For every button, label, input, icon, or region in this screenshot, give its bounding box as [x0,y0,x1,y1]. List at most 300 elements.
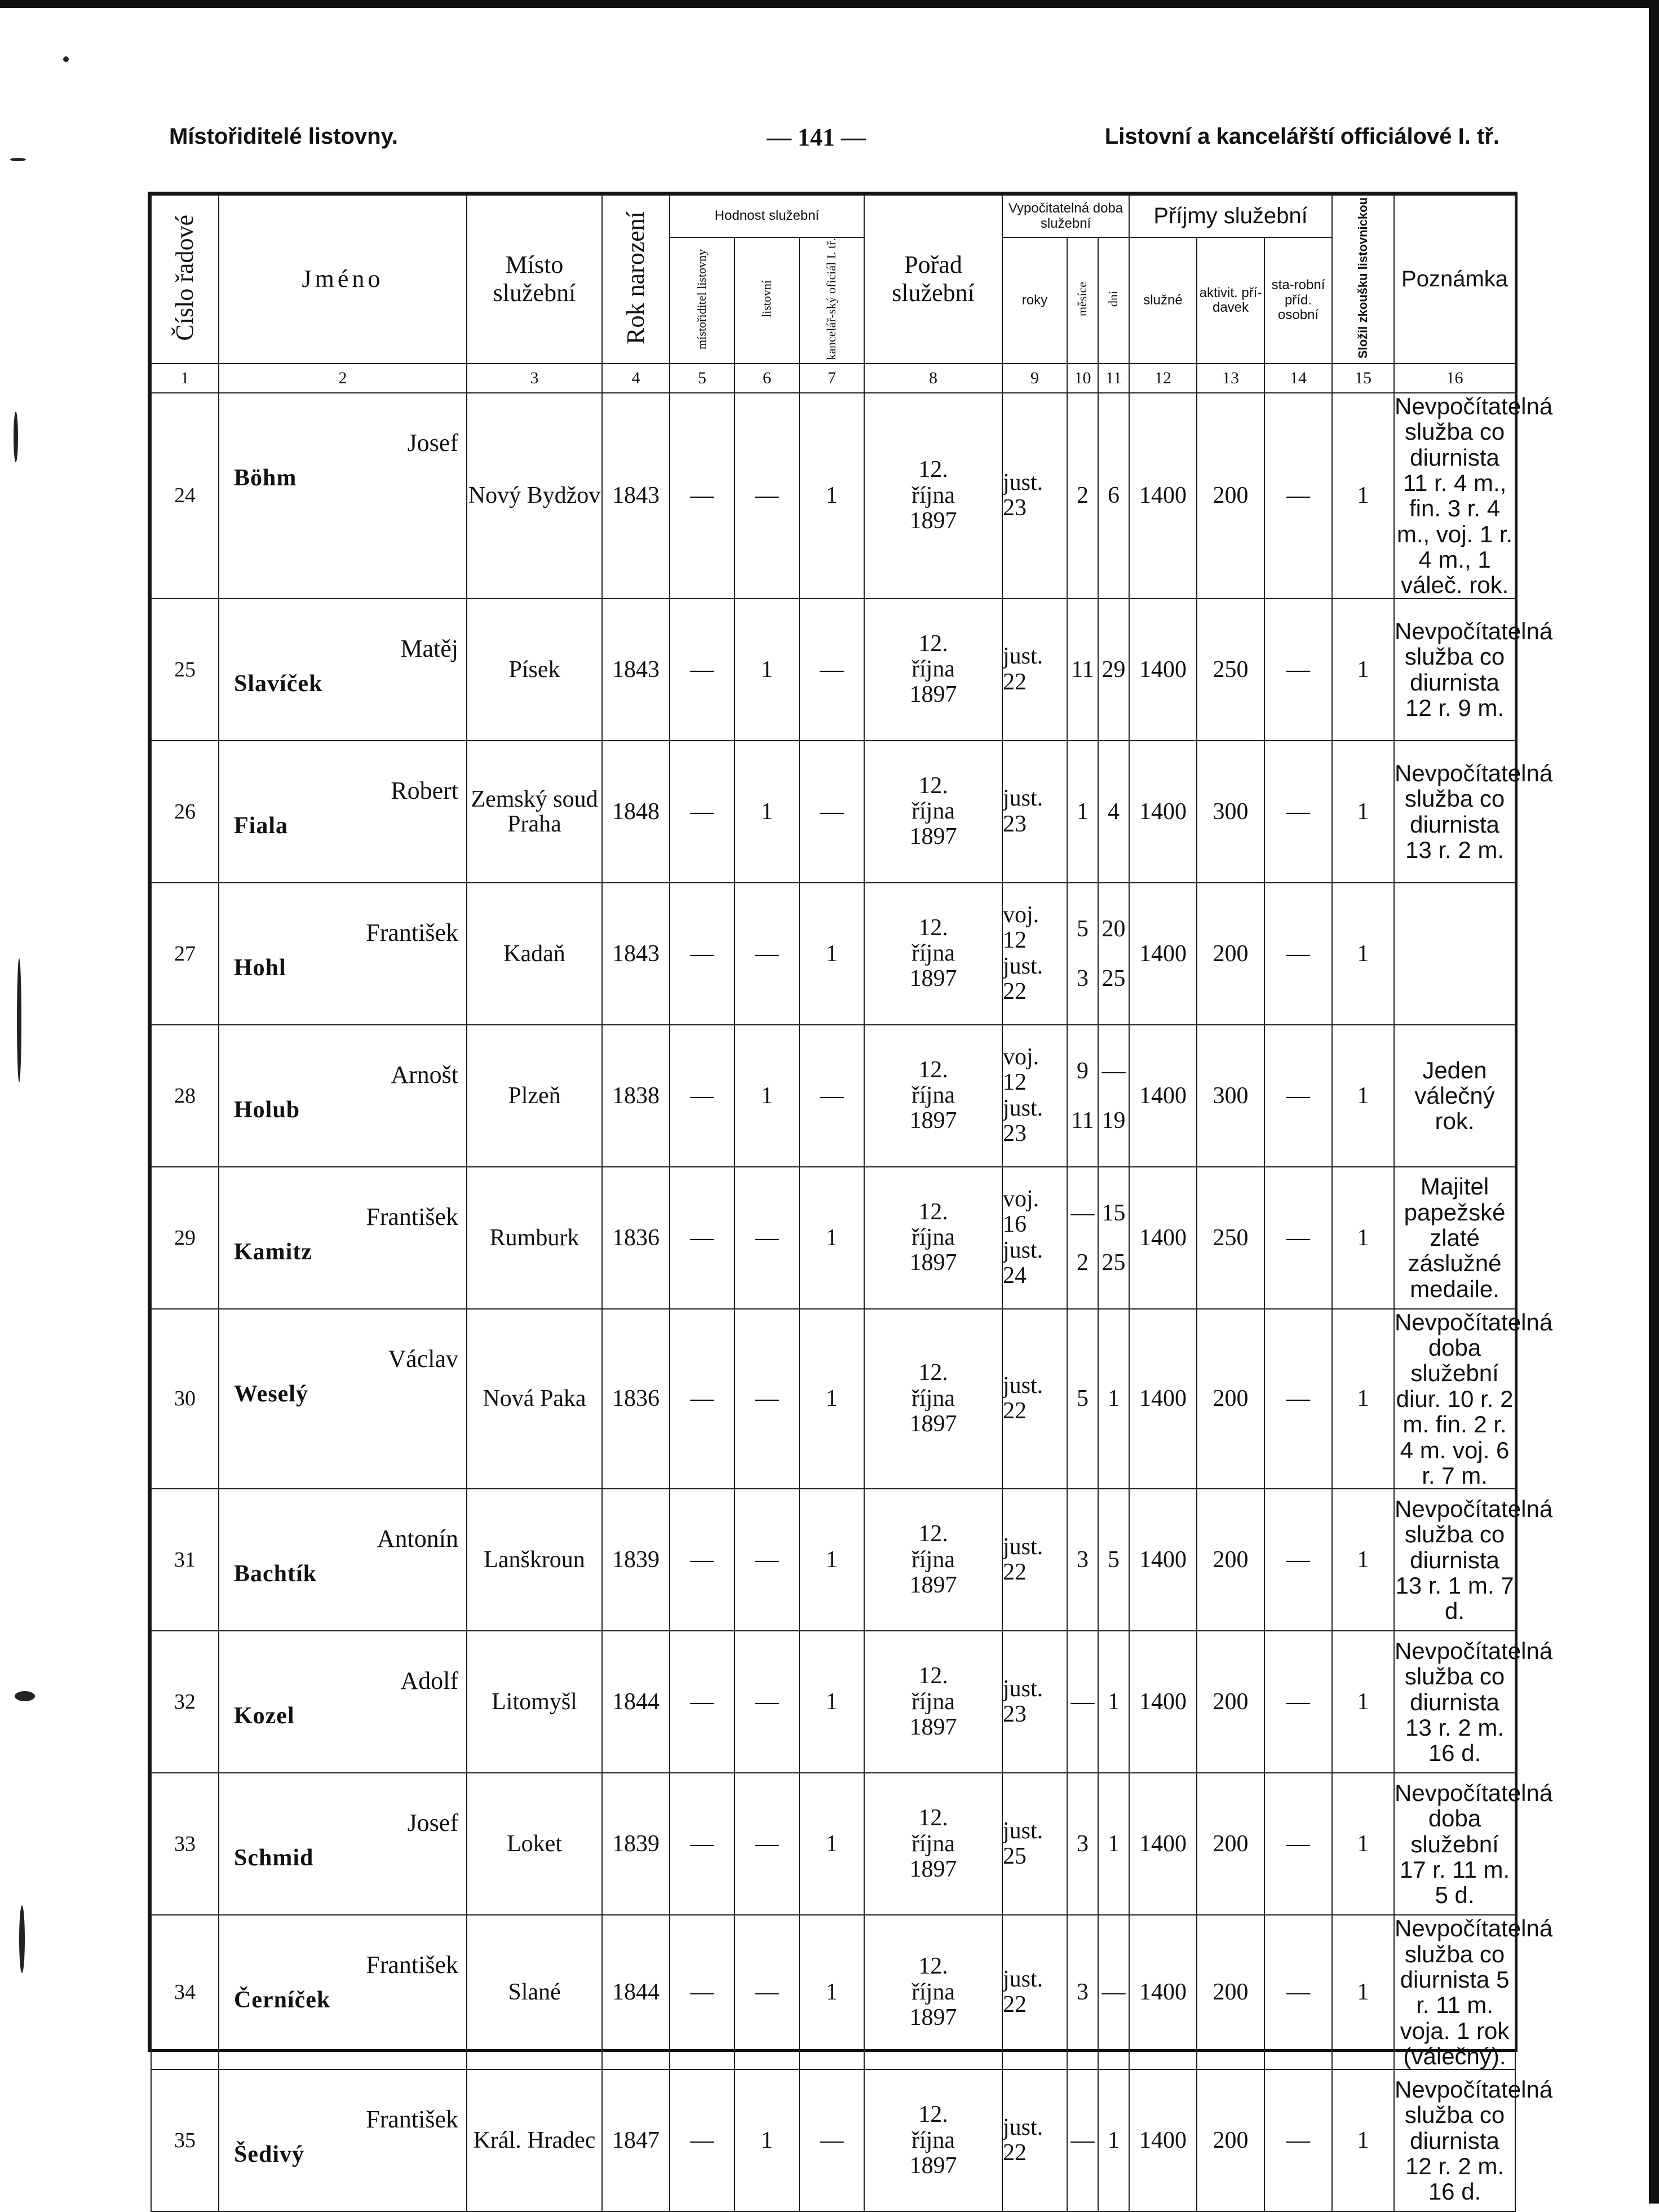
service-order-date-line: 1897 [909,1714,957,1740]
service-order-date-line: 1897 [909,2004,957,2030]
rank-listovni: — [735,1631,799,1773]
service-days [1098,883,1129,1025]
column-number: 5 [670,364,735,393]
col-header-porad: Pořad služební [864,195,1002,364]
given-name: Matěj [400,634,458,662]
service-days-line: 25 [1101,1249,1126,1276]
given-name: Josef [407,1809,458,1837]
service-months-line: 3 [1077,1831,1089,1857]
service-place: Loket [467,1773,602,1915]
service-years-line: just. [1003,1373,1043,1399]
service-months [1067,1773,1098,1915]
rank-listovni: 1 [735,2069,799,2211]
rank-mistoriditel: — [670,1773,735,1915]
rank-kancelarsky: 1 [799,1915,864,2069]
service-months-line: 1 [1077,798,1089,825]
service-place: Nová Paka [467,1309,602,1489]
service-months [1067,599,1098,741]
service-order-date [864,1631,1002,1773]
service-order-date-line: 12. [918,457,948,483]
service-years-line: 12 [1003,1069,1027,1096]
remark: Nevpočítatelná služba co diurnista 13 r. 1 m. 7 d. [1394,1489,1515,1631]
service-months-line: 3 [1077,1979,1089,2006]
service-days-line: 1 [1108,1386,1120,1412]
column-number: 1 [151,364,219,393]
given-name: František [366,918,458,946]
activity-allowance: 300 [1197,741,1264,883]
table-row [151,393,1515,599]
birth-year: 1839 [602,1773,670,1915]
service-place: Rumburk [467,1167,602,1309]
activity-allowance: 200 [1197,1773,1264,1915]
activity-allowance: 200 [1197,2069,1264,2211]
service-place: Král. Hradec [467,2069,602,2211]
exam-passed: 1 [1332,1025,1394,1167]
name-cell [219,741,467,883]
service-order-date-line: října [912,1979,955,2005]
col-header-mesice: měsíce [1067,237,1098,364]
service-days [1098,1915,1129,2069]
seniority-allowance: — [1264,1915,1332,2069]
service-order-date [864,1167,1002,1309]
service-years-line: 12 [1003,927,1027,954]
service-months [1067,741,1098,883]
birth-year: 1844 [602,1631,670,1773]
service-order-date [864,393,1002,599]
name-cell [219,2069,467,2211]
service-order-date-line: října [912,2127,955,2153]
service-order-date-line: 1897 [909,1411,957,1437]
row-number: 25 [151,599,219,741]
scan-speck [10,158,26,161]
rank-listovni: 1 [735,599,799,741]
given-name: František [366,1951,458,1979]
remark: Nevpočítatelná doba služební diur. 10 r. 2 m. fin. 2 r. 4 m. voj. 6 r. 7 m. [1395,1308,1553,1489]
column-number-row [151,364,1515,393]
service-years [1002,741,1067,883]
service-years-line: 25 [1003,1843,1027,1870]
service-place: Nový Bydžov [467,393,602,599]
service-years-line: just. [1003,2114,1043,2141]
given-name: Robert [391,776,458,804]
service-months-line: 3 [1077,1547,1089,1573]
row-number: 30 [151,1309,219,1489]
birth-year: 1844 [602,1915,670,2069]
scan-speck [17,958,21,1082]
rank-listovni: — [735,883,799,1025]
remark: Nevpočítatelná doba služební 17 r. 11 m. 5 d. [1394,1773,1515,1915]
service-place: Písek [467,599,602,741]
activity-allowance: 200 [1197,1489,1264,1631]
service-months-line: 2 [1077,483,1089,509]
rank-listovni: — [735,1915,799,2069]
name-cell [219,1489,467,1631]
scan-speck [63,56,69,62]
given-name: Adolf [400,1667,458,1695]
service-years-line: just. [1003,469,1043,496]
service-days [1098,393,1129,599]
table-row [151,1167,1515,1309]
service-months-line: 5 [1077,1386,1089,1412]
rank-kancelarsky: — [799,599,864,741]
name-cell [219,599,467,741]
surname: Černíček [234,1987,331,2014]
service-months-line: 9 [1077,1058,1089,1084]
name-cell [219,883,467,1025]
surname: Slavíček [234,670,323,697]
page-number: — 141 — [767,123,866,151]
service-years [1002,1489,1067,1631]
service-order-date-line: 12. [918,914,948,941]
surname: Böhm [234,464,297,491]
remark: Nevpočítatelná služba co diurnista 13 r. 2 m. [1394,741,1515,883]
col-header-listovni: listovní [735,237,799,364]
service-place: Slané [467,1915,602,2069]
service-order-date-line: října [912,656,955,683]
service-years [1002,1631,1067,1773]
service-order-date [864,1489,1002,1631]
activity-allowance: 200 [1197,393,1264,599]
rank-mistoriditel: — [670,1025,735,1167]
rank-mistoriditel: — [670,1631,735,1773]
rank-mistoriditel: — [670,599,735,741]
column-number: 15 [1332,364,1394,393]
remark: Jeden válečný rok. [1394,1025,1515,1167]
row-number: 26 [151,741,219,883]
column-number: 11 [1098,364,1129,393]
service-months [1067,1025,1098,1167]
service-years-line: 23 [1003,1701,1027,1728]
service-days-line: 1 [1108,1831,1120,1857]
salary: 1400 [1129,1167,1197,1309]
service-order-date-line: října [912,1224,955,1251]
service-months-line: 2 [1077,1249,1089,1276]
salary: 1400 [1129,883,1197,1025]
salary: 1400 [1129,2069,1197,2211]
rank-listovni: — [735,1309,799,1489]
service-days [1098,741,1129,883]
service-order-date-line: 1897 [909,824,957,850]
service-days [1098,1631,1129,1773]
exam-passed: 1 [1332,393,1394,599]
rank-listovni: — [735,393,799,599]
service-days-line: 15 [1101,1200,1126,1226]
service-place: Lanškroun [467,1489,602,1631]
service-order-date [864,1915,1002,2069]
exam-passed: 1 [1332,741,1394,883]
service-months [1067,883,1098,1025]
rank-listovni: — [735,1489,799,1631]
service-months-line: 5 [1077,915,1089,942]
service-order-date-line: 12. [918,1805,948,1831]
service-days [1098,599,1129,741]
table-row [151,1631,1515,1773]
service-years-line: 24 [1003,1263,1027,1289]
name-cell [219,1167,467,1309]
service-years-line: just. [1003,1533,1043,1560]
service-years-line: voj. [1003,1044,1039,1070]
table-row [151,1773,1515,1915]
service-years-line: 22 [1003,1992,1027,2018]
service-years [1002,1309,1067,1489]
name-cell [219,1025,467,1167]
service-years-line: 22 [1003,1398,1027,1424]
register-table-frame [148,192,1553,2205]
service-years-line: just. [1003,1095,1043,1121]
service-months [1067,1631,1098,1773]
column-number: 3 [467,364,602,393]
service-months [1067,1309,1098,1489]
seniority-allowance: — [1264,1489,1332,1631]
service-order-date-line: 1897 [909,507,957,534]
service-years-line: 22 [1003,979,1027,1005]
given-name: František [366,2105,458,2134]
col-header-poznamka: Poznámka [1394,195,1515,364]
col-header-vypoc: Vypočitatelná doba služební [1002,195,1129,237]
activity-allowance: 200 [1197,1309,1264,1489]
service-order-date [864,741,1002,883]
service-years-line: 23 [1003,495,1027,521]
surname: Kozel [234,1703,295,1729]
column-number: 14 [1264,364,1332,393]
col-header-cislo: Číslo řadové [151,195,219,364]
rank-listovni: 1 [735,1025,799,1167]
rank-kancelarsky: 1 [799,393,864,599]
col-header-kancelarsky: kancelář-ský oficiál I. tř. [799,237,864,364]
scan-edge-right [1649,0,1659,2204]
surname: Fiala [234,812,288,839]
col-header-hodnost: Hodnost služební [670,195,864,237]
rank-kancelarsky: 1 [799,1489,864,1631]
register-body [151,392,1553,2212]
service-order-date-line: října [912,1385,955,1412]
salary: 1400 [1129,1309,1197,1489]
remark: Nevpočítatelná služba co diurnista 11 r. 4 m., fin. 3 r. 4 m., voj. 1 r. 4 m., 1 váleč. rok. [1395,392,1553,599]
service-days-line: 20 [1101,915,1126,942]
service-days [1098,1309,1129,1489]
service-years-line: just. [1003,1966,1043,1992]
service-days [1098,1773,1129,1915]
name-cell [219,393,467,599]
birth-year: 1838 [602,1025,670,1167]
service-days-line: 1 [1108,1689,1120,1715]
seniority-allowance: — [1264,393,1332,599]
scan-speck [15,1691,35,1701]
table-row [151,1915,1515,2069]
rank-listovni: — [735,1773,799,1915]
birth-year: 1839 [602,1489,670,1631]
service-order-date-line: 1897 [909,1108,957,1134]
col-header-mistoriditel: místořiditel listovny [670,237,735,364]
service-days-line: — [1101,1058,1126,1084]
row-number: 33 [151,1773,219,1915]
exam-passed: 1 [1332,1915,1394,2069]
name-cell [219,1915,467,2069]
table-row [151,599,1515,741]
col-header-zkouska: Složil zkoušku listovnickou [1332,195,1394,364]
service-years-line: voj. [1003,902,1039,928]
service-years [1002,599,1067,741]
column-number: 7 [799,364,864,393]
service-years-line: just. [1003,1817,1043,1844]
rank-mistoriditel: — [670,741,735,883]
service-years-line: 22 [1003,2140,1027,2166]
service-order-date-line: října [912,1688,955,1715]
exam-passed: 1 [1332,599,1394,741]
rank-kancelarsky: 1 [799,1167,864,1309]
service-months [1067,1915,1098,2069]
service-years-line: just. [1003,785,1043,812]
col-header-roky: roky [1002,237,1067,364]
exam-passed: 1 [1332,1773,1394,1915]
service-days-line: — [1101,1979,1126,2006]
service-order-date-line: 12. [918,1360,948,1386]
given-name: Václav [388,1344,458,1373]
col-header-sluzne: služné [1129,237,1197,364]
service-months-line: 11 [1071,656,1094,683]
rank-kancelarsky: 1 [799,883,864,1025]
service-months-line: — [1070,1689,1095,1715]
service-days [1098,1489,1129,1631]
surname: Šedivý [234,2142,305,2168]
col-header-prijmy: Příjmy služební [1129,195,1332,237]
birth-year: 1836 [602,1167,670,1309]
service-years [1002,1025,1067,1167]
service-order-date-line: 12. [918,630,948,657]
activity-allowance: 300 [1197,1025,1264,1167]
scan-edge-top [0,0,1659,8]
activity-allowance: 200 [1197,1631,1264,1773]
service-months [1067,1489,1098,1631]
service-months [1067,1167,1098,1309]
service-days-line: 6 [1108,483,1120,509]
seniority-allowance: — [1264,1167,1332,1309]
service-months [1067,393,1098,599]
service-order-date-line: 1897 [909,1856,957,1882]
service-days-line: 4 [1108,798,1120,825]
column-number: 2 [219,364,467,393]
column-number: 8 [864,364,1002,393]
scan-speck [14,412,18,462]
col-header-jmeno: Jméno [219,195,467,364]
given-name: Josef [407,428,458,457]
name-cell [219,1309,467,1489]
seniority-allowance: — [1264,1309,1332,1489]
row-number: 31 [151,1489,219,1631]
column-number: 6 [735,364,799,393]
surname: Schmid [234,1845,314,1872]
column-number: 16 [1394,364,1515,393]
service-years [1002,2069,1067,2211]
activity-allowance: 250 [1197,1167,1264,1309]
service-days-line: 29 [1101,656,1126,683]
seniority-allowance: — [1264,741,1332,883]
service-years-line: just. [1003,1675,1043,1702]
exam-passed: 1 [1332,1167,1394,1309]
service-order-date-line: 12. [918,2102,948,2128]
rank-kancelarsky: — [799,741,864,883]
rank-kancelarsky: 1 [799,1773,864,1915]
header-left: Místořiditelé listovny. [169,124,398,149]
service-order-date-line: října [912,1546,955,1573]
column-number: 12 [1129,364,1197,393]
service-order-date-line: 12. [918,1953,948,1980]
table-row [151,1489,1515,1631]
name-cell [219,1631,467,1773]
service-days [1098,1025,1129,1167]
surname: Hohl [234,954,286,981]
given-name: František [366,1202,458,1231]
row-number: 29 [151,1167,219,1309]
service-order-date-line: října [912,1082,955,1109]
col-header-dni: dni [1098,237,1129,364]
rank-kancelarsky: — [799,1025,864,1167]
service-order-date-line: 12. [918,1521,948,1547]
service-years [1002,1915,1067,2069]
birth-year: 1848 [602,741,670,883]
service-days-line: 5 [1108,1547,1120,1573]
seniority-allowance: — [1264,1773,1332,1915]
birth-year: 1843 [602,393,670,599]
rank-mistoriditel: — [670,1167,735,1309]
service-order-date-line: 1897 [909,966,957,992]
seniority-allowance: — [1264,1025,1332,1167]
remark: Nevpočítatelná služba co diurnista 13 r. 2 m. 16 d. [1394,1631,1515,1773]
birth-year: 1836 [602,1309,670,1489]
exam-passed: 1 [1332,2069,1394,2211]
service-years-line: just. [1003,643,1043,670]
birth-year: 1843 [602,883,670,1025]
service-place: Zemský soud Praha [467,741,602,883]
row-number: 24 [151,393,219,599]
service-order-date-line: 12. [918,1056,948,1083]
remark: Nevpočítatelná služba co diurnista 12 r. 9 m. [1394,599,1515,741]
service-days-line: 25 [1101,965,1126,992]
remark: Nevpočítatelná služba co diurnista 5 r. 11 m. voja. 1 rok (válečný). [1395,1915,1553,2070]
service-years-line: just. [1003,1237,1043,1263]
exam-passed: 1 [1332,1309,1394,1489]
service-years-line: 22 [1003,1559,1027,1586]
table-row [151,2069,1515,2211]
rank-kancelarsky: 1 [799,1309,864,1489]
rank-mistoriditel: — [670,883,735,1025]
service-days [1098,1167,1129,1309]
activity-allowance: 250 [1197,599,1264,741]
service-days [1098,2069,1129,2211]
service-order-date [864,1773,1002,1915]
exam-passed: 1 [1332,1631,1394,1773]
service-years [1002,883,1067,1025]
table-row [151,741,1515,883]
rank-mistoriditel: — [670,1915,735,2069]
salary: 1400 [1129,1773,1197,1915]
rank-kancelarsky: — [799,2069,864,2211]
seniority-allowance: — [1264,883,1332,1025]
service-months [1067,2069,1098,2211]
service-years-line: just. [1003,953,1043,979]
column-number: 10 [1067,364,1098,393]
surname: Weselý [234,1381,308,1407]
row-number: 35 [151,2069,219,2211]
service-order-date-line: 12. [918,772,948,799]
salary: 1400 [1129,1631,1197,1773]
name-cell [219,1773,467,1915]
rank-mistoriditel: — [670,393,735,599]
salary: 1400 [1129,393,1197,599]
service-order-date [864,1025,1002,1167]
service-years-line: 23 [1003,811,1027,837]
col-header-rok: Rok narození [602,195,670,364]
